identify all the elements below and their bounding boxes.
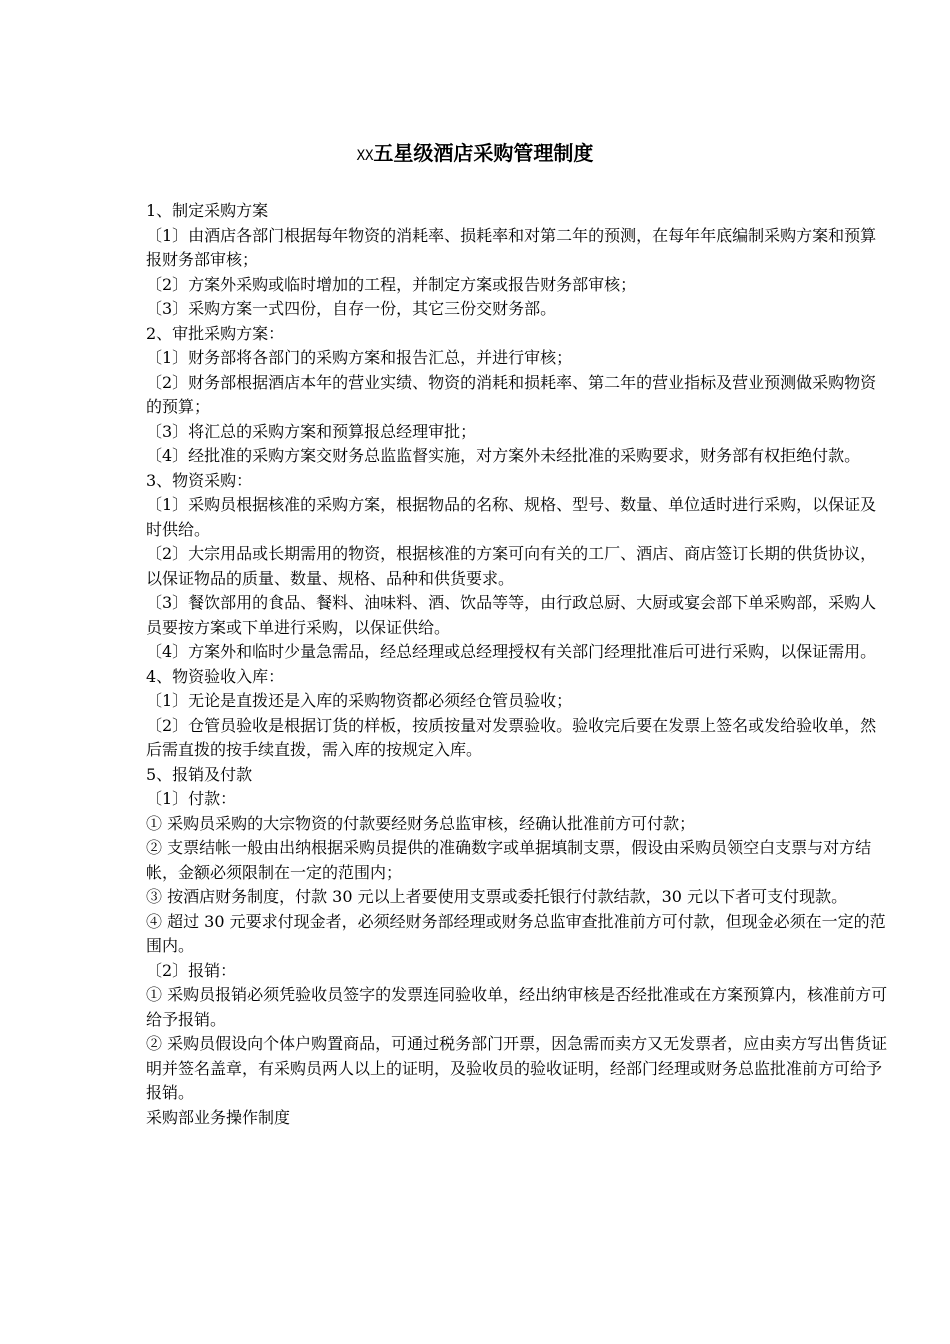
paragraph: 〔2〕大宗用品或长期需用的物资，根据核准的方案可向有关的工厂、酒店、商店签订长期的供货协议，以保证物品的质量、数量、规格、品种和供货要求。: [146, 544, 877, 588]
paragraph: 〔2〕仓管员验收是根据订货的样板，按质按量对发票验收。验收完后要在发票上签名或发给验收单，然后需直拨的按手续直拨，需入库的按规定入库。: [146, 715, 877, 759]
section-heading-1: 1、制定采购方案: [146, 201, 269, 220]
document-body: [146, 199, 890, 1130]
section-heading-4: 4、物资验收入库：: [146, 666, 285, 686]
paragraph: ① 采购员报销必须凭验收员签字的发票连同验收单，经出纳审核是否经批准或在方案预算内，核准前方可给予报销。: [146, 985, 888, 1029]
title-main: 五星级酒店采购管理制度: [373, 141, 594, 165]
paragraph: 〔2〕财务部根据酒店本年的营业实绩、物资的消耗和损耗率、第二年的营业指标及营业预测做采购物资的预算；: [146, 372, 877, 416]
paragraph: 〔1〕采购员根据核准的采购方案，根据物品的名称、规格、型号、数量、单位适时进行采购，以保证及时供给。: [146, 495, 877, 539]
section-heading-3: 3、物资采购：: [146, 470, 253, 490]
paragraph: 〔3〕采购方案一式四份，自存一份，其它三份交财务部。: [146, 299, 557, 318]
title-prefix: XX: [356, 148, 374, 164]
subsection-heading: 〔2〕报销：: [146, 960, 237, 980]
document-title: [0, 137, 950, 172]
subsection-heading: 〔1〕付款：: [146, 789, 237, 808]
section-heading-2: 2、审批采购方案：: [146, 323, 285, 343]
paragraph: ② 采购员假设向个体户购置商品，可通过税务部门开票，因急需而卖方又无发票者，应由卖方写出售货证明并签名盖章，有采购员两人以上的证明，及验收员的验收证明，经部门经理或财务总监批准前方可给予报销。: [146, 1034, 888, 1102]
paragraph: 〔3〕将汇总的采购方案和预算报总经理审批；: [146, 421, 477, 441]
paragraph: ③ 按酒店财务制度，付款 30 元以上者要使用支票或委托银行付款结款，30 元以下者可支付现款。: [146, 887, 848, 906]
paragraph: ② 支票结帐一般由出纳根据采购员提供的准确数字或单据填制支票，假设由采购员领空白支票与对方结帐，金额必须限制在一定的范围内；: [146, 838, 872, 882]
paragraph: 〔4〕经批准的采购方案交财务总监监督实施，对方案外未经批准的采购要求，财务部有权拒绝付款。: [146, 446, 861, 465]
paragraph: 〔3〕餐饮部用的食品、餐料、油味料、酒、饮品等等，由行政总厨、大厨或宴会部下单采购部，采购人员要按方案或下单进行采购，以保证供给。: [146, 593, 877, 637]
section-heading-5: 5、报销及付款: [146, 764, 253, 784]
paragraph: 〔1〕无论是直拨还是入库的采购物资都必须经仓管员验收；: [146, 691, 573, 710]
closing-heading: 采购部业务操作制度: [146, 1107, 291, 1127]
paragraph: ① 采购员采购的大宗物资的付款要经财务总监审核，经确认批准前方可付款；: [146, 813, 696, 833]
paragraph: 〔1〕由酒店各部门根据每年物资的消耗率、损耗率和对第二年的预测，在每年年底编制采购方案和预算报财务部审核；: [146, 225, 877, 269]
paragraph: 〔4〕方案外和临时少量急需品，经总经理或总经理授权有关部门经理批准后可进行采购，以保证需用。: [146, 642, 877, 661]
paragraph: 〔1〕财务部将各部门的采购方案和报告汇总，并进行审核；: [146, 348, 573, 367]
paragraph: 〔2〕方案外采购或临时增加的工程，并制定方案或报告财务部审核；: [146, 274, 637, 294]
paragraph: ④ 超过 30 元要求付现金者，必须经财务部经理或财务总监审查批准前方可付款，但现金必须在一定的范围内。: [146, 911, 886, 955]
